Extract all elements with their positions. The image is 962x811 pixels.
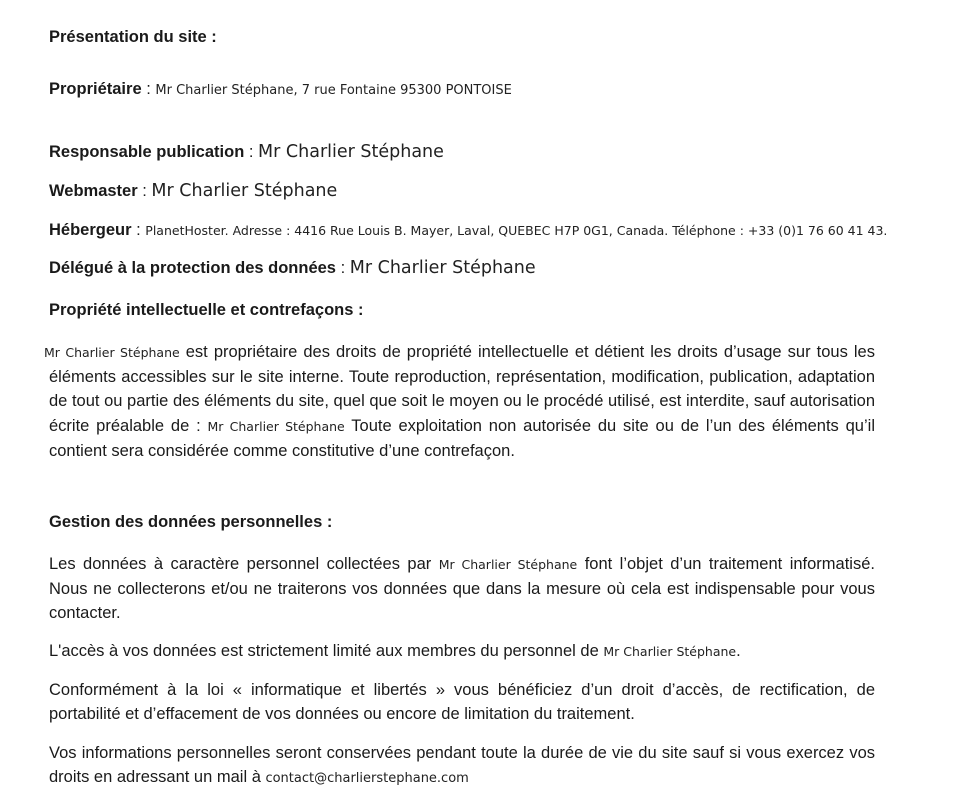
gestion-p1-text-1: Les données à caractère personnel collectées par: [49, 555, 439, 573]
proprietaire-label: Propriétaire: [49, 80, 142, 98]
webmaster-value: Mr Charlier Stéphane: [151, 181, 338, 201]
gestion-p2-name: Mr Charlier Stéphane: [603, 644, 737, 659]
gestion-p4-text: Vos informations personnelles seront conservées pendant toute la durée de vie du site sauf si vous exercez vos droits en adressant un mail à: [49, 744, 875, 787]
proprietaire-row: [49, 80, 512, 99]
webmaster-label: Webmaster: [49, 182, 138, 200]
delegue-label: Délégué à la protection des données: [49, 259, 336, 277]
propriete-heading: Propriété intellectuelle et contrefaçons :: [49, 301, 364, 319]
delegue-value: Mr Charlier Stéphane: [349, 258, 536, 278]
gestion-paragraph-1: [49, 552, 875, 626]
responsable-sep: :: [244, 143, 259, 161]
propriete-text-2: Toute exploitation non autorisée du site ou de l’un des éléments qu’il contient sera considérée comme constitutive d’une contrefaçon.: [49, 416, 875, 460]
gestion-p2-end: .: [736, 642, 741, 660]
propriete-owner-name: Mr Charlier Stéphane: [44, 345, 180, 360]
propriete-text-1: est propriétaire des droits de propriété intellectuelle et détient les droits d’usage sur tous les éléments accessibles sur le site interne. Toute reproduction, représentation, modification, publication, adaptation de tout ou partie des éléments du site, quel que soit le moyen ou le procédé utilisé, est interdite, sauf autorisation écrite préalable de :: [49, 343, 875, 435]
presentation-heading: Présentation du site :: [49, 28, 217, 46]
hebergeur-label: Hébergeur: [49, 221, 132, 239]
webmaster-sep: :: [137, 182, 152, 200]
propriete-paragraph: [44, 340, 875, 463]
delegue-sep: :: [336, 259, 350, 277]
proprietaire-sep: :: [141, 80, 156, 98]
gestion-heading: Gestion des données personnelles :: [49, 513, 333, 531]
responsable-row: [49, 142, 444, 162]
responsable-label: Responsable publication: [49, 143, 245, 161]
delegue-row: [49, 258, 536, 278]
gestion-paragraph-4: [49, 741, 875, 791]
proprietaire-value: Mr Charlier Stéphane, 7 rue Fontaine 95300 PONTOISE: [155, 83, 512, 98]
hebergeur-sep: :: [131, 221, 146, 239]
gestion-paragraph-3: Conformément à la loi « informatique et libertés » vous bénéficiez d’un droit d’accès, de rectification, de portabilité et d’effacement de vos données ou encore de limitation du traitement.: [49, 681, 875, 724]
propriete-owner-name-2: Mr Charlier Stéphane: [207, 418, 345, 434]
responsable-value: Mr Charlier Stéphane: [258, 142, 444, 162]
contact-email-link[interactable]: contact@charlierstephane.com: [265, 771, 469, 787]
hebergeur-value: PlanetHoster. Adresse : 4416 Rue Louis B. Mayer, Laval, QUEBEC H7P 0G1, Canada. Téléphone : +33 (0)1 76 60 41 43.: [145, 223, 888, 238]
hebergeur-row: [49, 221, 887, 240]
gestion-p2-text: L'accès à vos données est strictement limité aux membres du personnel de: [49, 642, 604, 660]
gestion-p1-text-2: font l’objet d’un traitement informatisé. Nous ne collecterons et/ou ne traiterons vos données que dans la mesure où cela est indispensable pour vous contacter.: [49, 555, 875, 623]
webmaster-row: [49, 181, 337, 201]
gestion-paragraph-2: [49, 639, 875, 664]
gestion-p1-name: Mr Charlier Stéphane: [438, 557, 578, 572]
